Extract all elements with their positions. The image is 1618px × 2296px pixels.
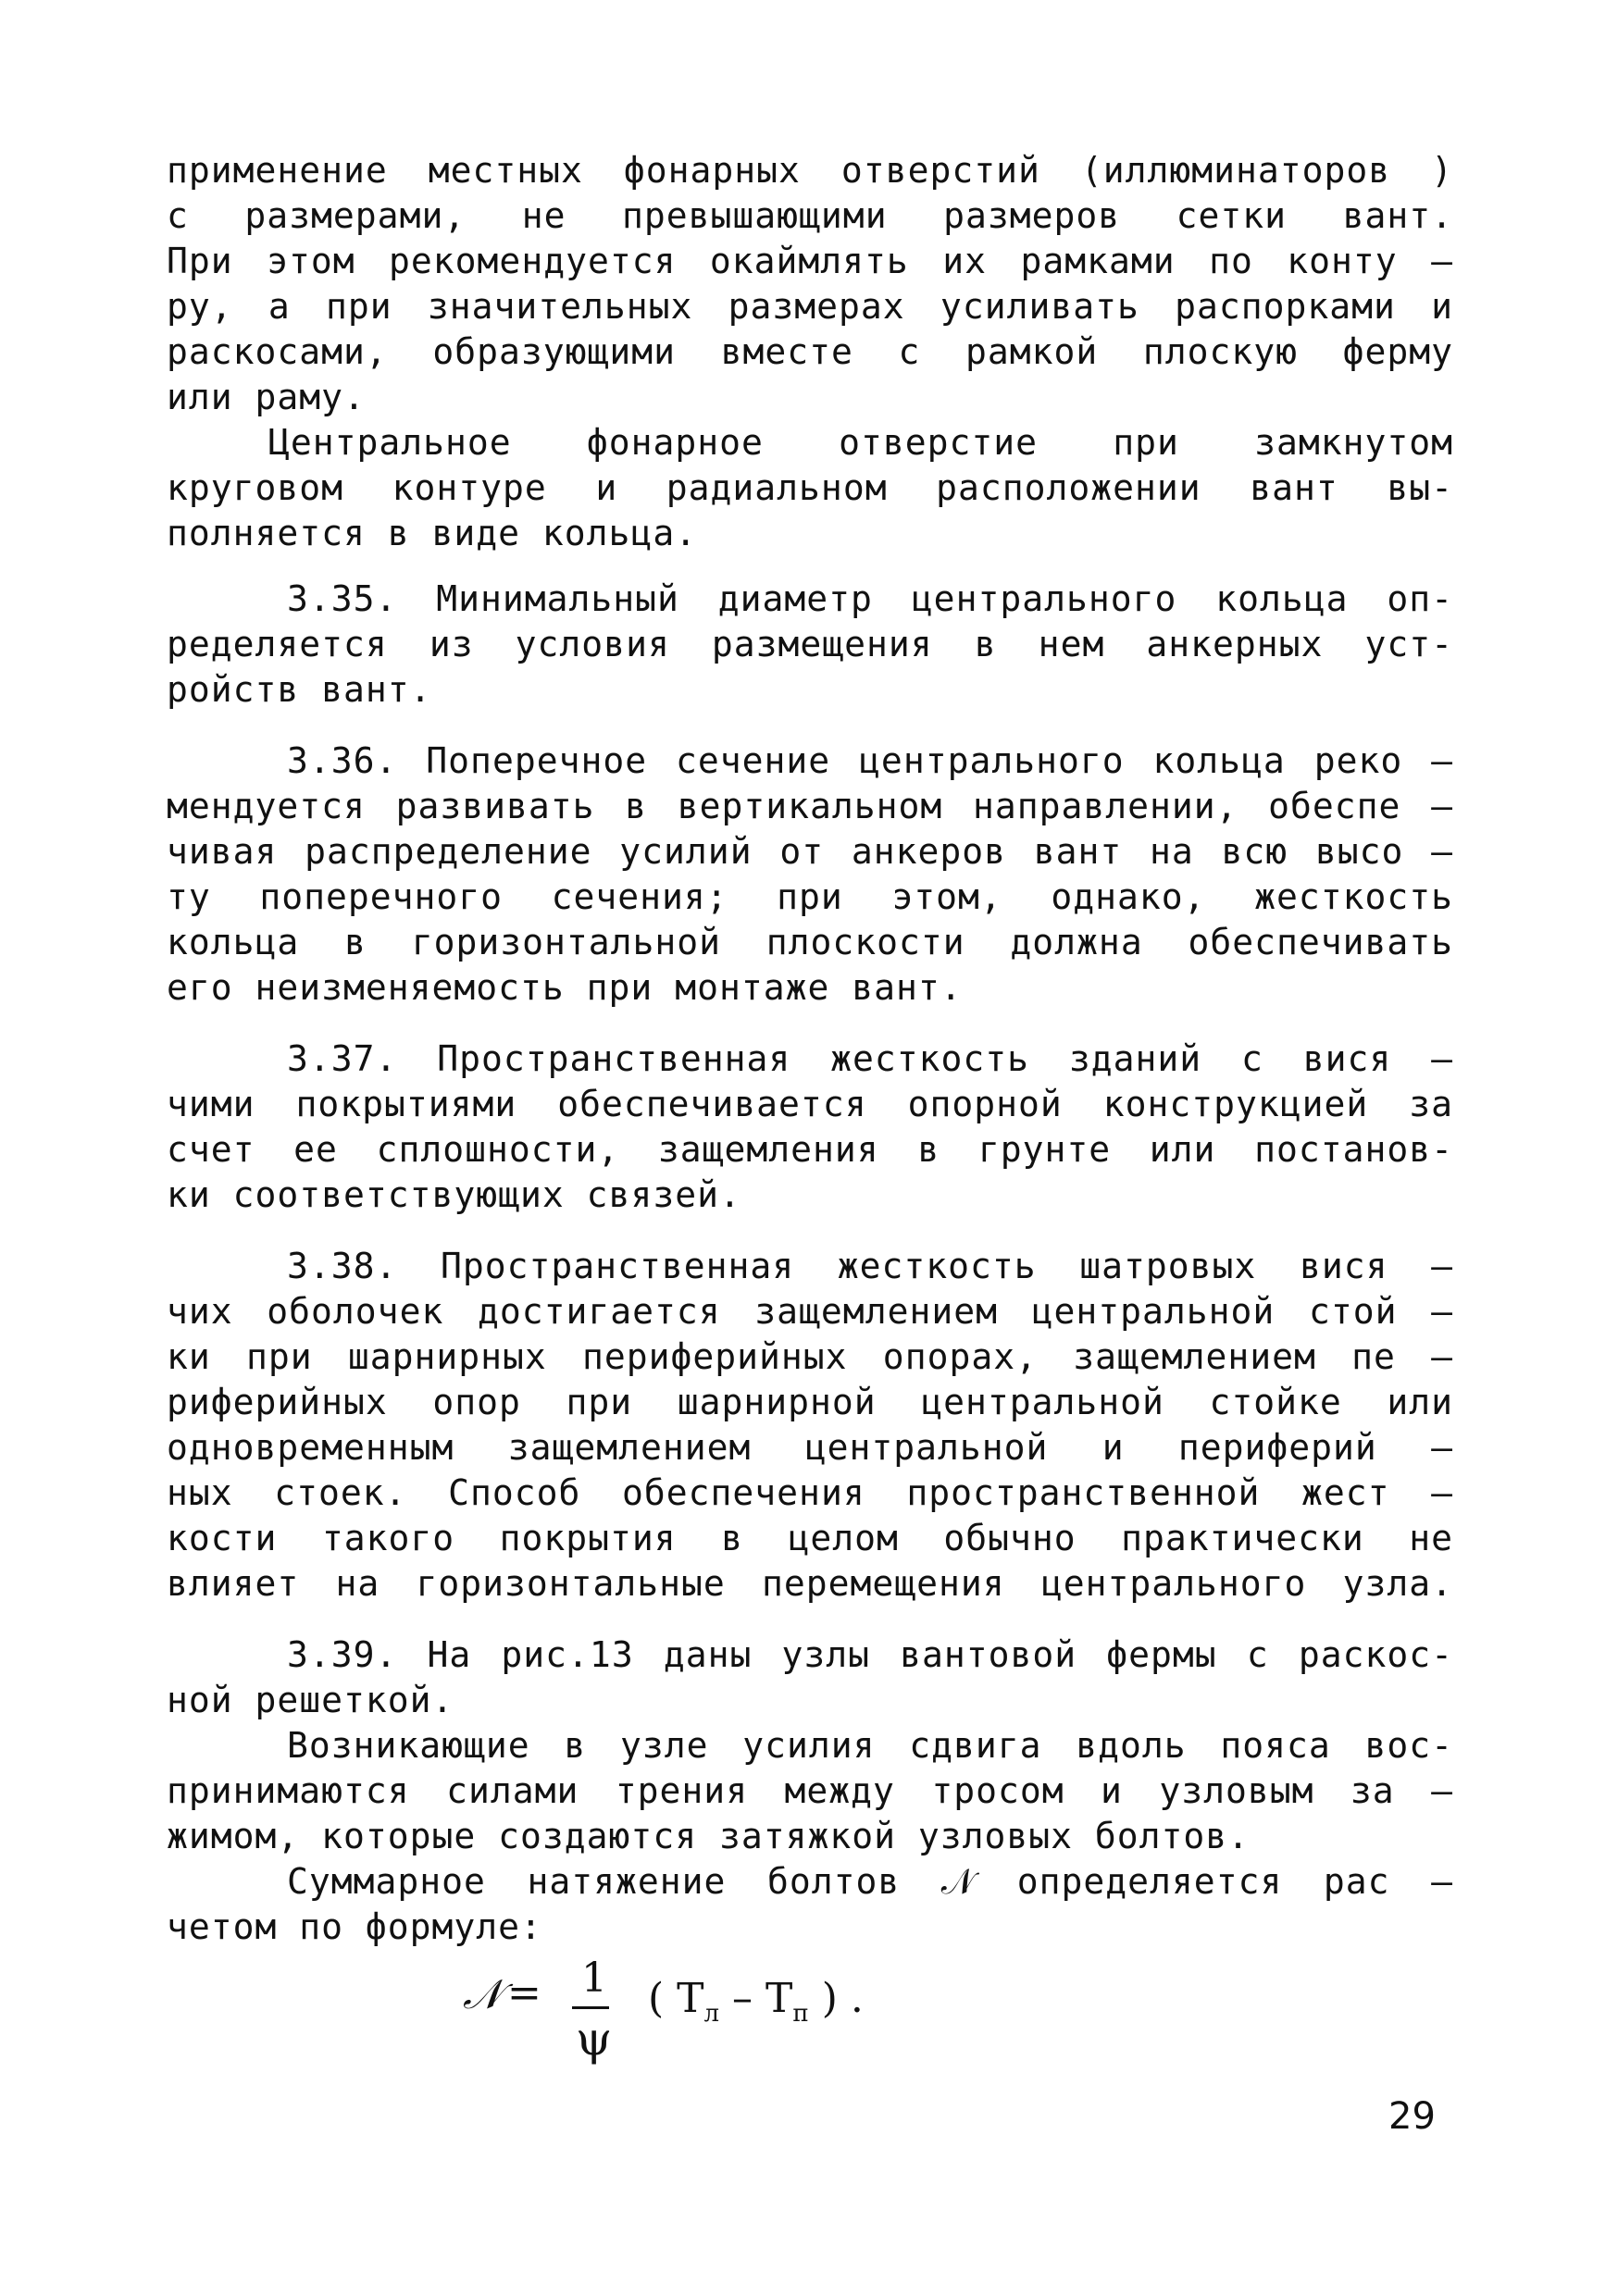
text-line: раскосами, образующими вместе с рамкой плоскую ферму [167,331,1453,372]
formula-sub-l: л [703,1999,720,2028]
text-line: четом по формуле: [167,1906,542,1947]
text-line: риферийных опор при шарнирной центральной стойке или [167,1382,1453,1422]
fraction-bar [572,2006,609,2009]
section-3-37 [167,1036,1453,1218]
text-line: чих оболочек достигается защемлением центральной стой – [167,1291,1453,1332]
formula-denominator: ψ [576,2012,613,2066]
formula-minus: – T [719,1975,793,2022]
text-line: мендуется развивать в вертикальном направлении, обеспе – [167,786,1453,826]
text-line: влияет на горизонтальные перемещения центрального узла. [167,1563,1453,1604]
text-line: кольца в горизонтальной плоскости должна обеспечивать [167,922,1453,962]
text-line: принимаются силами трения между тросом и узловым за – [167,1770,1453,1811]
section-3-36 [167,738,1453,1011]
text-line: 3.35. Минимальный диаметр центрального кольца оп- [287,578,1453,619]
text-line: его неизменяемость при монтаже вант. [167,967,963,1008]
section-3-35 [167,577,1453,713]
paragraph-shear-forces [167,1723,1453,1859]
text-line: Центральное фонарное отверстие при замкнутом [268,422,1453,463]
paragraph-central-opening [167,420,1453,556]
formula-sub-p: п [792,1999,809,2028]
text-line: 3.36. Поперечное сечение центрального кольца реко – [287,740,1453,781]
page-number: 29 [1388,2095,1436,2138]
text-line: одновременным защемлением центральной и периферий – [167,1427,1453,1468]
formula-numerator: 1 [581,1955,607,2002]
section-3-39 [167,1632,1453,1723]
text-line: ки соответствующих связей. [167,1174,741,1215]
text-line: ру, а при значительных размерах усиливать распорками и [167,286,1453,327]
text-line: жимом, которые создаются затяжкой узловых болтов. [167,1816,1251,1856]
text-line: ределяется из условия размещения в нем анкерных уст- [167,624,1453,664]
text-line: 3.38. Пространственная жесткость шатровых вися – [287,1246,1453,1286]
text-line: кости такого покрытия в целом обычно практически не [167,1518,1453,1558]
text-line: круговом контуре и радиальном расположении вант вы- [167,467,1453,508]
text-line: чими покрытиями обеспечивается опорной конструкцией за [167,1084,1453,1124]
formula-close: ) . [808,1975,864,2022]
text-line: чивая распределение усилий от анкеров вант на всю высо – [167,831,1453,872]
text-line: ройств вант. [167,669,432,710]
text-line: При этом рекомендуется окаймлять их рамками по конту – [167,241,1453,281]
text-line: с размерами, не превышающими размеров сетки вант. [167,195,1453,236]
text-line: или раму. [167,377,366,417]
text-line: ту поперечного сечения; при этом, однако, жесткость [167,876,1453,917]
text-line: Суммарное натяжение болтов 𝒩 определяется рас – [287,1861,1453,1902]
formula-lhs: 𝒩 [463,1971,503,2018]
formula-expression [648,1975,864,2028]
text-line: ки при шарнирных периферийных опорах, защемлением пе – [167,1336,1453,1377]
text-line: 3.37. Пространственная жесткость зданий с вися – [287,1038,1453,1079]
text-line: Возникающие в узле усилия сдвига вдоль пояса вос- [287,1725,1453,1766]
paragraph-bolt-tension [167,1859,1453,1950]
text-line: 3.39. На рис.13 даны узлы вантовой фермы с раскос- [287,1634,1453,1675]
paragraph-intro [167,148,1453,420]
text-line: ных стоек. Способ обеспечения пространственной жест – [167,1472,1453,1513]
text-line: ной решеткой. [167,1680,454,1720]
text-line: полняется в виде кольца. [167,513,698,553]
text-line: применение местных фонарных отверстий (иллюминаторов ) [167,150,1453,191]
text-line: счет ее сплошности, защемления в грунте или постанов- [167,1129,1453,1170]
document-body [167,148,1453,1950]
formula-open: ( T [648,1975,704,2022]
section-3-38 [167,1244,1453,1607]
formula-equals: = [507,1969,541,2017]
